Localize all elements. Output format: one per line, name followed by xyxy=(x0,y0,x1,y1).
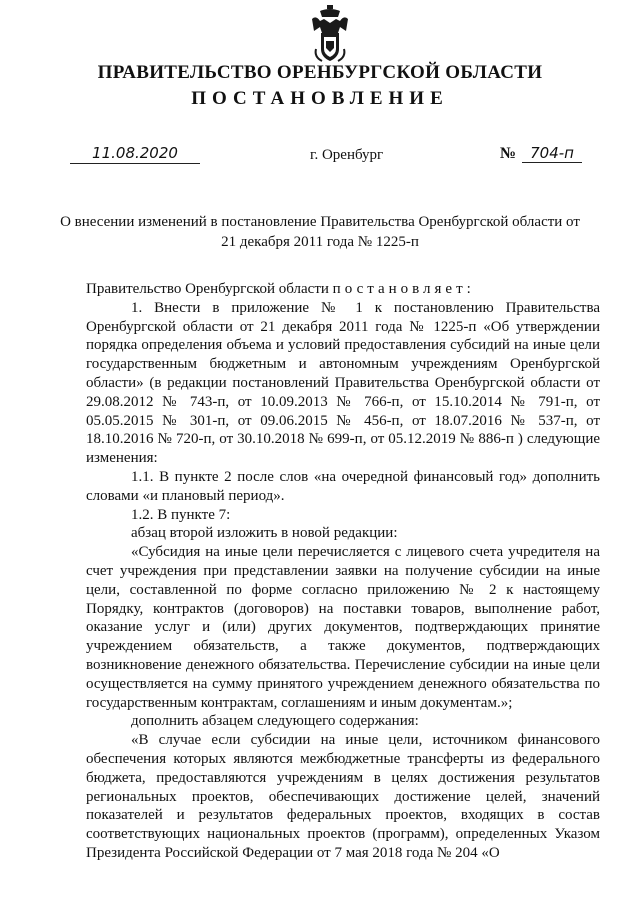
number-value: 704-п xyxy=(522,144,582,163)
document-subject: О внесении изменений в постановление Правительства Оренбургской области от 21 декабря 2011 года № 1225-п xyxy=(60,214,580,250)
body-paragraph: 1.2. В пункте 7: xyxy=(131,506,231,523)
document-city: г. Оренбург xyxy=(310,147,384,163)
body-paragraph: 1.1. В пункте 2 после слов «на очередной финансовый год» дополнить словами «и плановый период». xyxy=(86,468,600,504)
body-paragraph: абзац второй изложить в новой редакции: xyxy=(131,525,398,542)
government-title: ПРАВИТЕЛЬСТВО ОРЕНБУРГСКОЙ ОБЛАСТИ xyxy=(97,62,543,83)
document-number xyxy=(500,144,582,163)
intro-paragraph xyxy=(86,280,600,299)
document-type: ПОСТАНОВЛЕНИЕ xyxy=(191,88,449,109)
coat-of-arms-icon xyxy=(310,5,350,65)
body-paragraph: «Субсидия на иные цели перечисляется с лицевого счета учредителя на счет учреждения при представлении заявки на получение субсидии на иные цели, составленной по форме согласно приложению № 2 к настоящему Порядку, контрактов (договоров) на поставки товаров, выполнение работ, оказание услуг и (или) других документов, подтверждающих принятие учреждением обязательств, а также документов, подтверждающих возникновение денежного обязательства. Перечисление субсидии на иные цели осуществляется на сумму принятого учреждением денежного обязательства по государственным контрактам, соглашениям и иным документам.»; xyxy=(86,544,600,711)
document-body xyxy=(86,280,600,863)
intro-lead: Правительство Оренбургской области xyxy=(86,281,333,297)
body-paragraph: 1. Внести в приложение № 1 к постановлению Правительства Оренбургской области от 21 декабря 2011 года № 1225-п «Об утверждении порядка определения объема и условий предоставления субсидий на иные цели государственным бюджетным и автономным учреждениям Оренбургской области» (в редакции постановлений Правительства Оренбургской области от 29.08.2012 № 743-п, от 10.09.2013 № 766-п, от 15.10.2014 № 791-п, от 05.05.2015 № 301-п, от 09.06.2015 № 456-п, от 18.07.2016 № 537-п, от 18.10.2016 № 720-п, от 30.10.2018 № 699-п, от 05.12.2019 № 886-п ) следующие изменения: xyxy=(86,299,600,467)
document-date: 11.08.2020 xyxy=(70,144,200,164)
body-paragraph: «В случае если субсидии на иные цели, источником финансового обеспечения которых являются межбюджетные трансферты из федерального бюджета, предоставляются учреждениям в целях достижения результатов региональных проектов, обеспечивающих достижение целей, значений показателей и результатов федеральных проектов, входящих в состав соответствующих национальных проектов (программ), определенных Указом Президента Российской Федерации от 7 мая 2018 года № 204 «О xyxy=(86,732,600,861)
intro-decree-word: постановляет: xyxy=(332,281,475,297)
body-paragraph: дополнить абзацем следующего содержания: xyxy=(131,713,419,730)
number-label: № xyxy=(500,145,517,162)
